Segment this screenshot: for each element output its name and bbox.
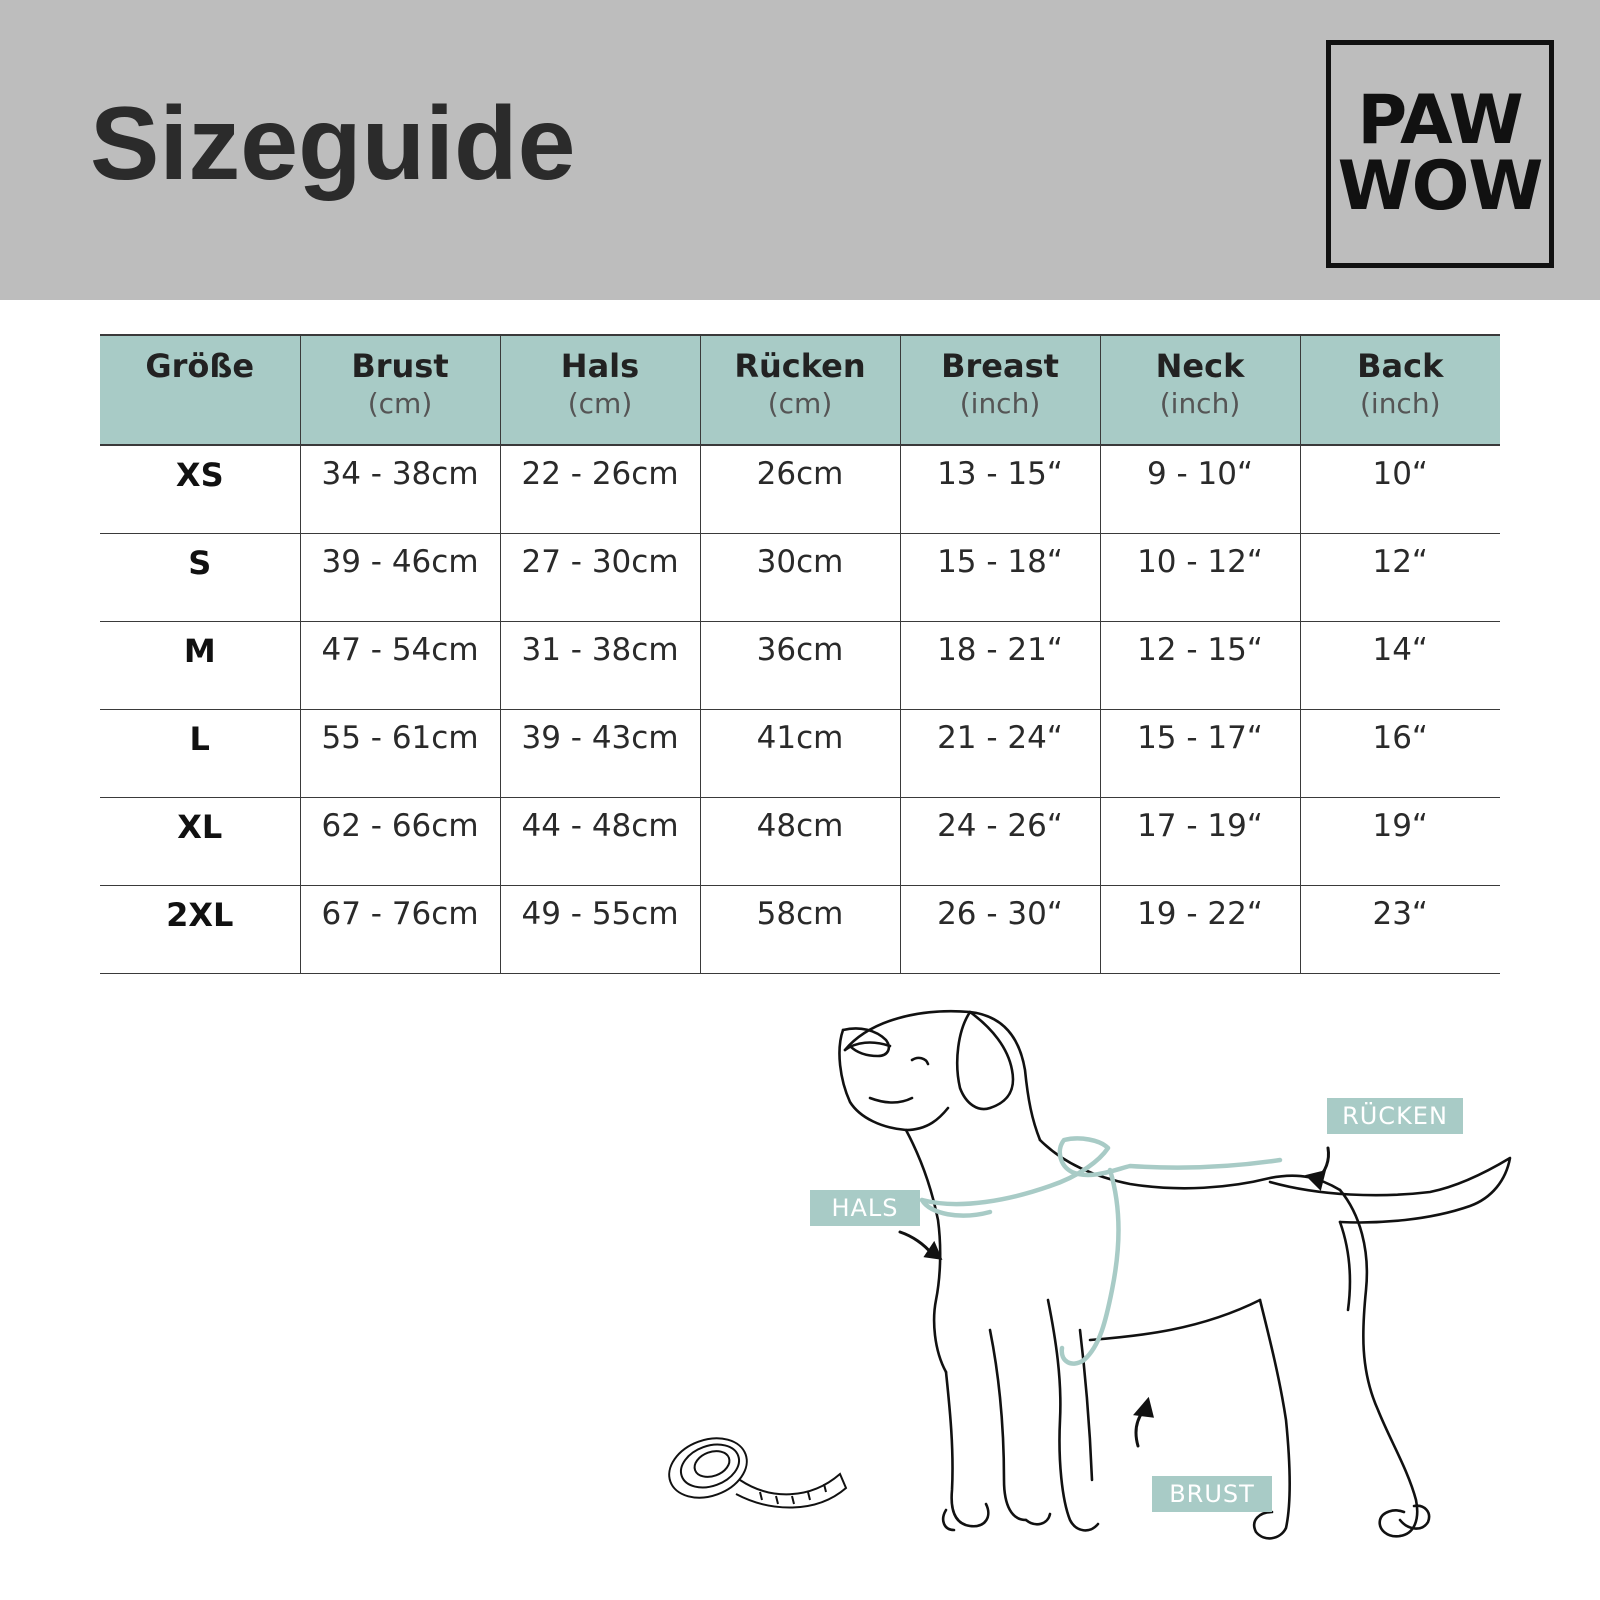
table-row	[100, 797, 1500, 885]
column-header-neck-cm	[500, 335, 700, 445]
column-header-unit: (cm)	[567, 387, 633, 420]
value-cell-back-inch: 14“	[1300, 621, 1500, 709]
table-row	[100, 533, 1500, 621]
size-cell: S	[100, 533, 300, 621]
value-cell-back-inch: 19“	[1300, 797, 1500, 885]
column-header-label: Brust	[351, 347, 449, 385]
value-cell-neck-cm: 31 - 38cm	[500, 621, 700, 709]
column-header-label: Hals	[560, 347, 640, 385]
column-header-unit: (cm)	[367, 387, 433, 420]
column-header-unit: (inch)	[959, 387, 1041, 420]
column-header-label: Breast	[941, 347, 1059, 385]
value-cell-back-inch: 16“	[1300, 709, 1500, 797]
column-header-neck-inch	[1100, 335, 1300, 445]
brand-logo	[1326, 40, 1554, 268]
value-cell-back-inch: 23“	[1300, 885, 1500, 973]
back-label: RÜCKEN	[1327, 1098, 1463, 1134]
chest-label: BRUST	[1152, 1476, 1272, 1512]
column-header-label: Rücken	[734, 347, 866, 385]
value-cell-chest-inch: 21 - 24“	[900, 709, 1100, 797]
value-cell-neck-cm: 22 - 26cm	[500, 445, 700, 533]
value-cell-chest-cm: 62 - 66cm	[300, 797, 500, 885]
value-cell-neck-inch: 9 - 10“	[1100, 445, 1300, 533]
value-cell-back-cm: 30cm	[700, 533, 900, 621]
column-header-label: Back	[1357, 347, 1444, 385]
header-row	[100, 335, 1500, 445]
value-cell-neck-cm: 44 - 48cm	[500, 797, 700, 885]
page-title: Sizeguide	[90, 86, 576, 202]
value-cell-neck-cm: 49 - 55cm	[500, 885, 700, 973]
value-cell-neck-cm: 27 - 30cm	[500, 533, 700, 621]
value-cell-back-inch: 10“	[1300, 445, 1500, 533]
value-cell-neck-inch: 17 - 19“	[1100, 797, 1300, 885]
column-header-unit: (cm)	[767, 387, 833, 420]
value-cell-neck-inch: 10 - 12“	[1100, 533, 1300, 621]
column-header-size	[100, 335, 300, 445]
value-cell-neck-inch: 19 - 22“	[1100, 885, 1300, 973]
value-cell-chest-cm: 39 - 46cm	[300, 533, 500, 621]
value-cell-chest-inch: 15 - 18“	[900, 533, 1100, 621]
size-cell: L	[100, 709, 300, 797]
value-cell-neck-cm: 39 - 43cm	[500, 709, 700, 797]
value-cell-back-cm: 26cm	[700, 445, 900, 533]
measuring-tape-icon	[661, 1428, 846, 1508]
size-cell: M	[100, 621, 300, 709]
value-cell-chest-cm: 34 - 38cm	[300, 445, 500, 533]
dog-illustration	[660, 1000, 1560, 1590]
size-cell: 2XL	[100, 885, 300, 973]
value-cell-chest-cm: 47 - 54cm	[300, 621, 500, 709]
table-row	[100, 709, 1500, 797]
value-cell-chest-inch: 24 - 26“	[900, 797, 1100, 885]
value-cell-chest-cm: 55 - 61cm	[300, 709, 500, 797]
column-header-unit: (inch)	[1159, 387, 1241, 420]
column-header-unit: (inch)	[1359, 387, 1441, 420]
size-table-body	[100, 445, 1500, 973]
value-cell-chest-inch: 18 - 21“	[900, 621, 1100, 709]
value-cell-back-cm: 58cm	[700, 885, 900, 973]
column-header-label: Größe	[145, 347, 255, 385]
value-cell-back-cm: 41cm	[700, 709, 900, 797]
value-cell-back-inch: 12“	[1300, 533, 1500, 621]
table-row	[100, 621, 1500, 709]
value-cell-chest-cm: 67 - 76cm	[300, 885, 500, 973]
size-table	[100, 334, 1500, 974]
size-cell: XS	[100, 445, 300, 533]
dog-outline-icon	[660, 1000, 1560, 1590]
column-header-back-inch	[1300, 335, 1500, 445]
value-cell-back-cm: 36cm	[700, 621, 900, 709]
column-header-chest-cm	[300, 335, 500, 445]
size-table-header	[100, 335, 1500, 445]
value-cell-chest-inch: 26 - 30“	[900, 885, 1100, 973]
column-header-label: Neck	[1155, 347, 1245, 385]
logo-line-2: WOW	[1337, 147, 1543, 226]
column-header-back-cm	[700, 335, 900, 445]
value-cell-neck-inch: 15 - 17“	[1100, 709, 1300, 797]
table-row	[100, 445, 1500, 533]
value-cell-chest-inch: 13 - 15“	[900, 445, 1100, 533]
neck-label: HALS	[810, 1190, 920, 1226]
header-band	[0, 0, 1600, 300]
value-cell-neck-inch: 12 - 15“	[1100, 621, 1300, 709]
logo-line-1: PAW	[1357, 81, 1523, 160]
size-cell: XL	[100, 797, 300, 885]
column-header-chest-inch	[900, 335, 1100, 445]
table-row	[100, 885, 1500, 973]
value-cell-back-cm: 48cm	[700, 797, 900, 885]
